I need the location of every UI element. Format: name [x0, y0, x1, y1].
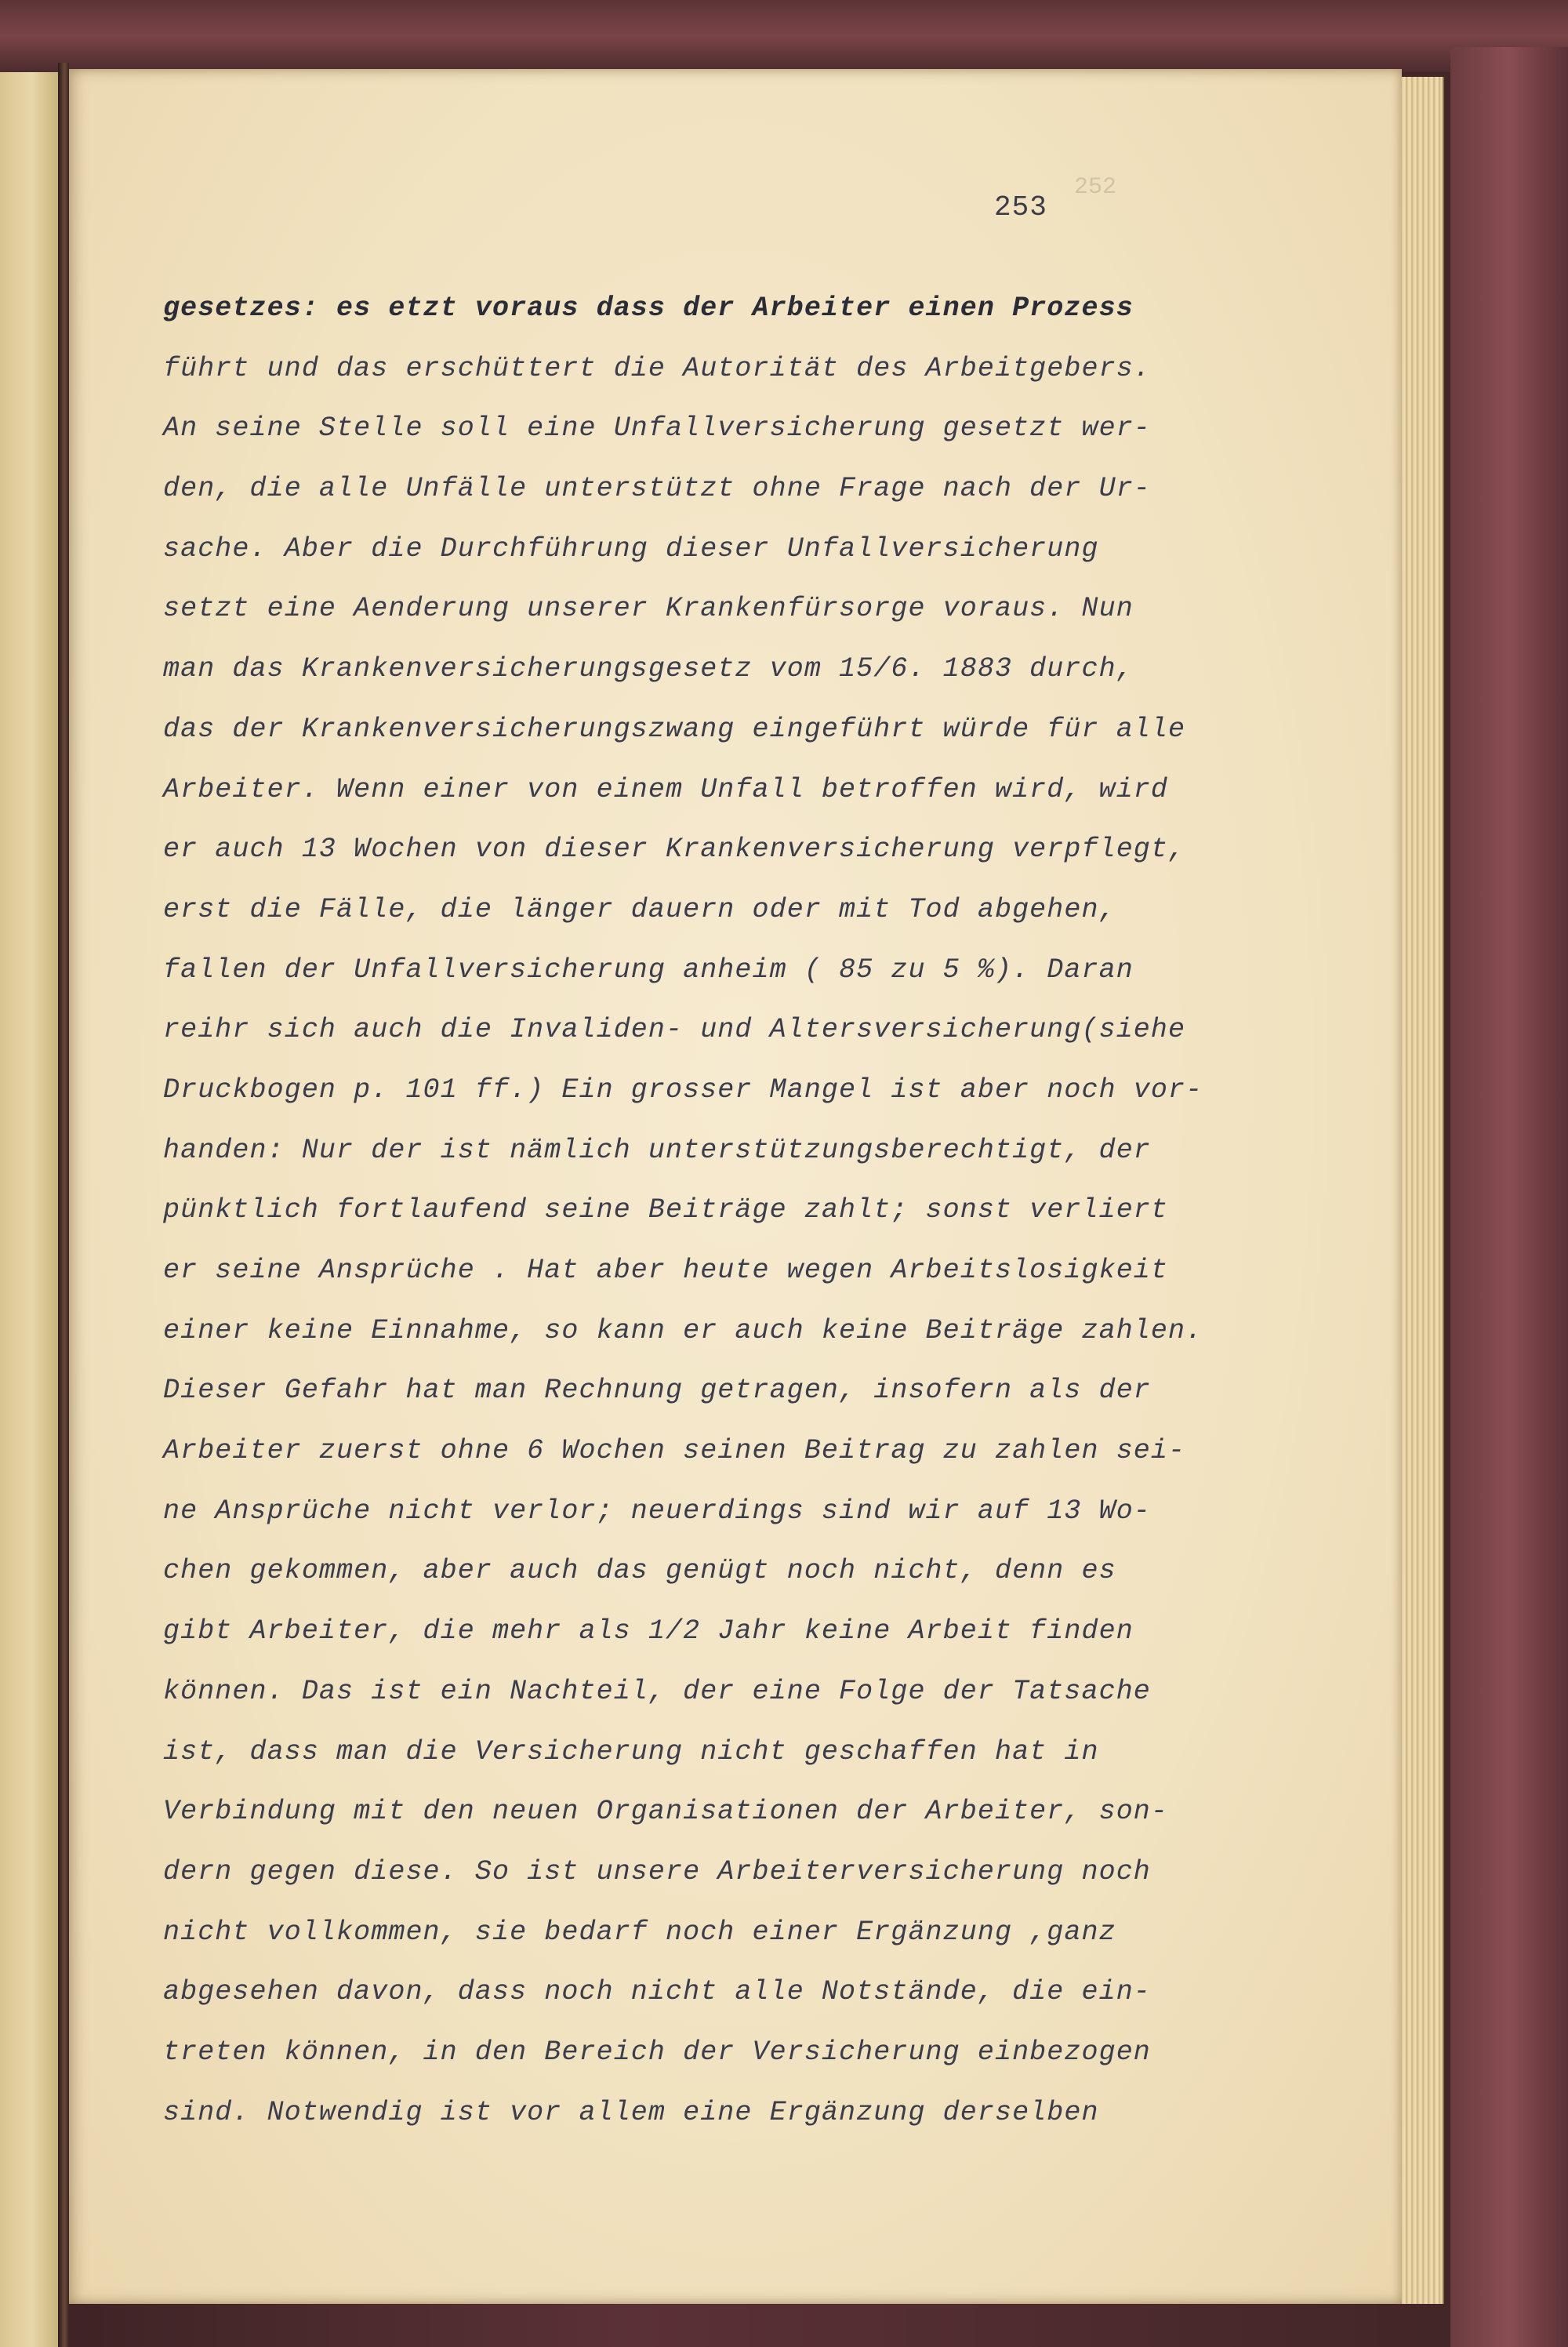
text-line-31: sind. Notwendig ist vor allem eine Ergänzung derselben	[163, 2096, 1099, 2128]
text-line-30: treten können, in den Bereich der Versicherung einbezogen	[163, 2036, 1151, 2068]
facing-page-edge	[0, 72, 60, 2347]
text-line-16: pünktlich fortlaufend seine Beiträge zahlt; sonst verliert	[163, 1194, 1168, 1226]
text-line-3: An seine Stelle soll eine Unfallversicherung gesetzt wer-	[163, 412, 1151, 445]
text-line-25: ist, dass man die Versicherung nicht geschaffen hat in	[163, 1735, 1099, 1768]
text-line-9: Arbeiter. Wenn einer von einem Unfall betroffen wird, wird	[163, 773, 1168, 805]
text-line-17: er seine Ansprüche . Hat aber heute wegen Arbeitslosigkeit	[163, 1255, 1168, 1286]
text-line-26: Verbindung mit den neuen Organisationen der Arbeiter, son-	[163, 1796, 1168, 1828]
text-line-12: fallen der Unfallversicherung anheim ( 85 zu 5 %). Daran	[163, 954, 1134, 986]
text-line-5: sache. Aber die Durchführung dieser Unfallversicherung	[163, 532, 1099, 565]
text-line-11: erst die Fälle, die länger dauern oder mit Tod abgehen,	[163, 893, 1116, 925]
book-cover-top	[0, 0, 1568, 72]
text-line-23: gibt Arbeiter, die mehr als 1/2 Jahr keine Arbeit finden	[163, 1615, 1134, 1648]
text-line-14: Druckbogen p. 101 ff.) Ein grosser Mangel ist aber noch vor-	[163, 1074, 1203, 1106]
text-line-15: handen: Nur der ist nämlich unterstützungsberechtigt, der	[163, 1134, 1151, 1166]
text-line-10: er auch 13 Wochen von dieser Krankenversicherung verpflegt,	[163, 834, 1186, 866]
text-line-18: einer keine Einnahme, so kann er auch keine Beiträge zahlen.	[163, 1314, 1203, 1346]
text-line-21: ne Ansprüche nicht verlor; neuerdings sind wir auf 13 Wo-	[163, 1495, 1151, 1527]
text-line-22: chen gekommen, aber auch das genügt noch nicht, denn es	[163, 1555, 1116, 1587]
page-edges-stack	[1397, 77, 1444, 2304]
text-line-6: setzt eine Aenderung unserer Krankenfürsorge voraus. Nun	[163, 593, 1134, 625]
text-line-28: nicht vollkommen, sie bedarf noch einer Ergänzung ,ganz	[163, 1916, 1116, 1948]
text-line-20: Arbeiter zuerst ohne 6 Wochen seinen Beitrag zu zahlen sei-	[163, 1435, 1186, 1467]
text-line-29: abgesehen davon, dass noch nicht alle Notstände, die ein-	[163, 1976, 1151, 2008]
typed-body-text	[163, 278, 1316, 2142]
text-line-7: man das Krankenversicherungsgesetz vom 15/6. 1883 durch,	[163, 653, 1134, 685]
text-line-4: den, die alle Unfälle unterstützt ohne Frage nach der Ur-	[163, 473, 1151, 505]
text-line-27: dern gegen diese. So ist unsere Arbeiterversicherung noch	[163, 1855, 1151, 1887]
text-line-8: das der Krankenversicherungszwang eingeführt würde für alle	[163, 713, 1186, 745]
text-line-2: führt und das erschüttert die Autorität des Arbeitgebers.	[163, 352, 1151, 384]
book-gutter	[58, 63, 69, 2347]
bleed-through-page-number: 252	[1074, 174, 1117, 201]
text-line-19: Dieser Gefahr hat man Rechnung getragen, insofern als der	[163, 1375, 1151, 1407]
book-cover-right	[1450, 47, 1568, 2347]
text-line-24: können. Das ist ein Nachteil, der eine Folge der Tatsache	[163, 1675, 1151, 1707]
text-line-1: gesetzes: es etzt voraus dass der Arbeiter einen Prozess	[163, 292, 1134, 324]
text-line-13: reihr sich auch die Invaliden- und Altersversicherung(siehe	[163, 1014, 1186, 1046]
page-number: 253	[994, 191, 1047, 223]
